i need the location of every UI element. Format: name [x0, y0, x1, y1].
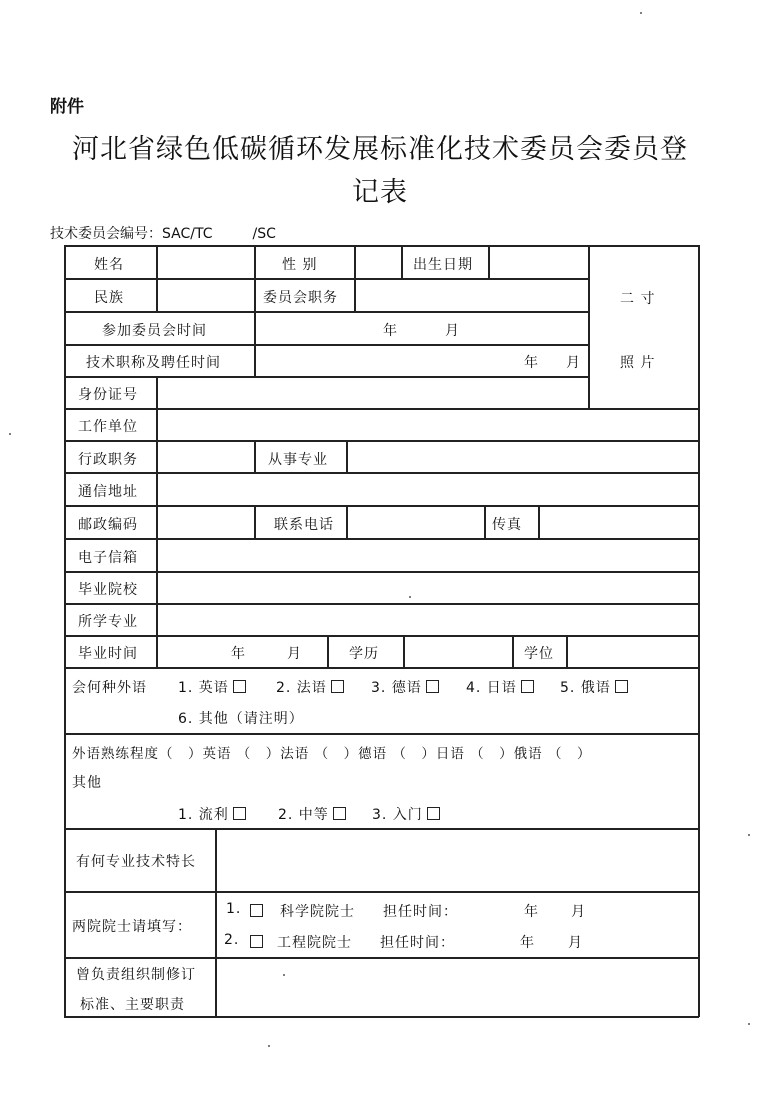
label-name: 姓名	[94, 257, 124, 273]
label-proficiency: 外语熟练程度（ ）英语 （ ）法语 （ ）德语 （ ）日语 （ ）俄语 （ ）	[72, 746, 592, 762]
label-specialty: 从事专业	[268, 452, 328, 468]
proficiency-level[interactable]: 1. 流利	[178, 804, 246, 824]
proficiency-level[interactable]: 2. 中等	[278, 804, 346, 824]
label-fax: 传真	[492, 517, 522, 533]
tc-number-label: 技术委员会编号：SAC/TC	[50, 226, 213, 242]
page-title: 河北省绿色低碳循环发展标准化技术委员会委员登	[72, 134, 688, 165]
row-index: 2.	[224, 932, 240, 948]
checkbox[interactable]	[250, 935, 263, 948]
language-option[interactable]: 2. 法语	[276, 677, 344, 697]
term-year: 年	[520, 935, 535, 951]
checkbox[interactable]	[427, 807, 440, 820]
term-year: 年	[524, 904, 539, 920]
row-index: 1.	[226, 901, 242, 917]
label-languages: 会何种外语	[72, 680, 147, 696]
checkbox[interactable]	[331, 680, 344, 693]
label-birth-date: 出生日期	[413, 257, 473, 273]
label-term: 担任时间：	[383, 904, 458, 920]
tc-number-suffix: /SC	[252, 226, 276, 242]
join-month: 月	[445, 323, 460, 339]
photo-label: 照 片	[620, 355, 656, 371]
checkbox[interactable]	[615, 680, 628, 693]
label-gender: 性 别	[282, 257, 318, 273]
join-year: 年	[383, 323, 398, 339]
label-title-hire: 技术职称及聘任时间	[86, 355, 221, 371]
label-education: 学历	[349, 646, 379, 662]
label-id-number: 身份证号	[78, 387, 138, 403]
label-expertise: 有何专业技术特长	[76, 854, 196, 870]
attachment-label: 附件	[50, 97, 84, 117]
checkbox[interactable]	[333, 807, 346, 820]
checkbox[interactable]	[250, 904, 263, 917]
label-grad-time: 毕业时间	[78, 646, 138, 662]
label-standards-line2: 标准、主要职责	[80, 997, 185, 1013]
photo-size: 二 寸	[620, 291, 656, 307]
language-option[interactable]: 5. 俄语	[560, 677, 628, 697]
language-option[interactable]: 4. 日语	[466, 677, 534, 697]
language-other: 6. 其他（请注明）	[178, 711, 304, 727]
label-phone: 联系电话	[274, 517, 334, 533]
language-option[interactable]: 3. 德语	[371, 677, 439, 697]
checkbox[interactable]	[233, 680, 246, 693]
label-major: 所学专业	[78, 614, 138, 630]
label-join-time: 参加委员会时间	[102, 323, 207, 339]
label-admin-position: 行政职务	[78, 452, 138, 468]
academy-name: 科学院院士	[280, 904, 355, 920]
grad-month: 月	[287, 646, 302, 662]
language-option[interactable]: 1. 英语	[178, 677, 246, 697]
title-month: 月	[566, 355, 581, 371]
checkbox[interactable]	[521, 680, 534, 693]
label-committee-position: 委员会职务	[263, 290, 338, 306]
label-term: 担任时间：	[380, 935, 455, 951]
checkbox[interactable]	[426, 680, 439, 693]
academy-name: 工程院院士	[277, 935, 352, 951]
title-year: 年	[524, 355, 539, 371]
page-title-continued: 记表	[352, 177, 408, 208]
label-email: 电子信箱	[78, 550, 138, 566]
label-school: 毕业院校	[78, 582, 138, 598]
label-academician: 两院院士请填写：	[72, 919, 192, 935]
proficiency-other: 其他	[72, 775, 102, 791]
label-address: 通信地址	[78, 484, 138, 500]
label-ethnicity: 民族	[94, 290, 124, 306]
label-degree: 学位	[524, 646, 554, 662]
label-postcode: 邮政编码	[78, 517, 138, 533]
term-month: 月	[568, 935, 583, 951]
checkbox[interactable]	[233, 807, 246, 820]
label-work-unit: 工作单位	[78, 419, 138, 435]
grad-year: 年	[231, 646, 246, 662]
term-month: 月	[571, 904, 586, 920]
tc-number	[50, 223, 276, 243]
label-standards-line1: 曾负责组织制修订	[76, 967, 196, 983]
proficiency-level[interactable]: 3. 入门	[372, 804, 440, 824]
